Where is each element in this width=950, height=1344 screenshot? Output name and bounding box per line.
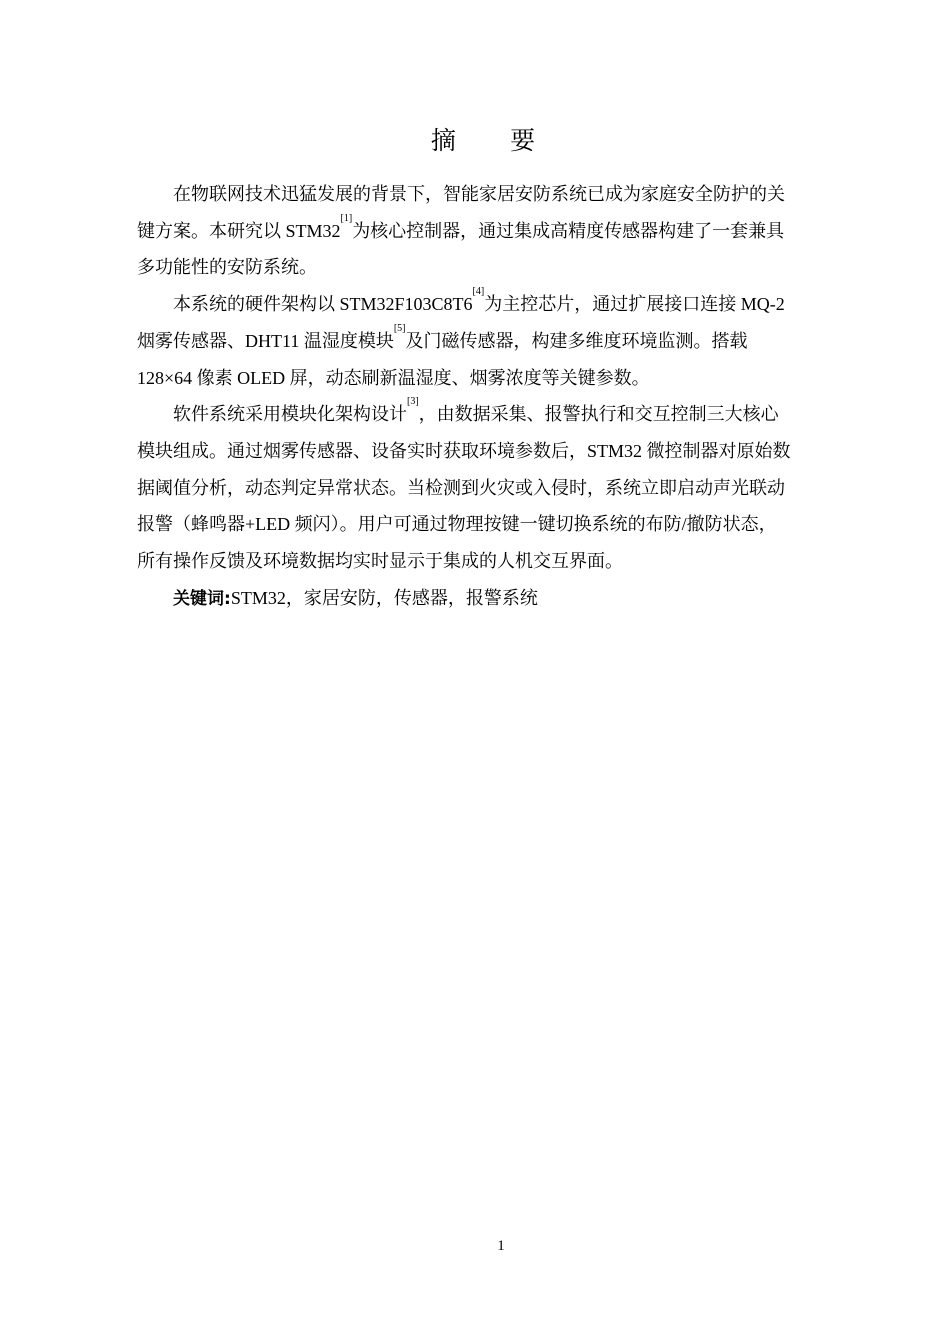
text-line [137, 360, 832, 397]
keywords-label: 关键词: [173, 588, 231, 609]
text-line [137, 176, 832, 213]
text-segment: 为主控芯片，通过扩展接口连接 MQ-2 [484, 294, 785, 315]
text-segment: 128×64 像素 OLED 屏，动态刷新温湿度、烟雾浓度等关键参数。 [137, 367, 650, 388]
citation-ref: [1] [340, 212, 353, 224]
abstract-paragraph-3 [137, 396, 832, 580]
text-line [137, 286, 832, 323]
abstract-paragraph-1 [137, 176, 832, 286]
text-line [137, 249, 832, 286]
text-segment: 为核心控制器，通过集成高精度传感器构建了一套兼具 [352, 220, 785, 241]
text-line [137, 213, 832, 250]
text-segment: 报警（蜂鸣器+LED 频闪）。用户可通过物理按键一键切换系统的布防/撤防状态， [137, 514, 777, 535]
text-segment: ，由数据采集、报警执行和交互控制三大核心 [418, 404, 779, 425]
page-title: 摘 要 [430, 128, 560, 155]
text-line [137, 543, 832, 580]
text-line [137, 323, 832, 360]
citation-ref: [5] [393, 322, 406, 334]
text-segment: 软件系统采用模块化架构设计 [173, 404, 407, 425]
keywords-line [137, 580, 832, 618]
text-segment: 在物联网技术迅猛发展的背景下，智能家居安防系统已成为家庭安全防护的关 [173, 184, 785, 204]
text-segment: 键方案。本研究以 STM32 [137, 220, 341, 241]
text-segment: 多功能性的安防系统。 [137, 257, 317, 278]
text-line [137, 396, 832, 433]
abstract-body [137, 176, 832, 617]
text-line [137, 506, 832, 543]
text-segment: 据阈值分析，动态判定异常状态。当检测到火灾或入侵时，系统立即启动声光联动 [137, 477, 785, 498]
text-segment: 模块组成。通过烟雾传感器、设备实时获取环境参数后，STM32 微控制器对原始数 [137, 440, 791, 461]
text-segment: 烟雾传感器、DHT11 温湿度模块 [137, 330, 394, 351]
text-line [137, 433, 832, 470]
text-segment: 本系统的硬件架构以 STM32F103C8T6 [173, 294, 473, 315]
text-segment: 及门磁传感器，构建多维度环境监测。搭载 [405, 330, 748, 351]
text-segment: 所有操作反馈及环境数据均实时显示于集成的人机交互界面。 [137, 551, 623, 572]
citation-ref: [3] [407, 396, 419, 408]
page-number: 1 [497, 1238, 505, 1254]
citation-ref: [4] [472, 286, 485, 298]
abstract-paragraph-2 [137, 286, 832, 396]
text-line [137, 470, 832, 507]
keywords-text: STM32，家居安防，传感器，报警系统 [230, 587, 538, 608]
